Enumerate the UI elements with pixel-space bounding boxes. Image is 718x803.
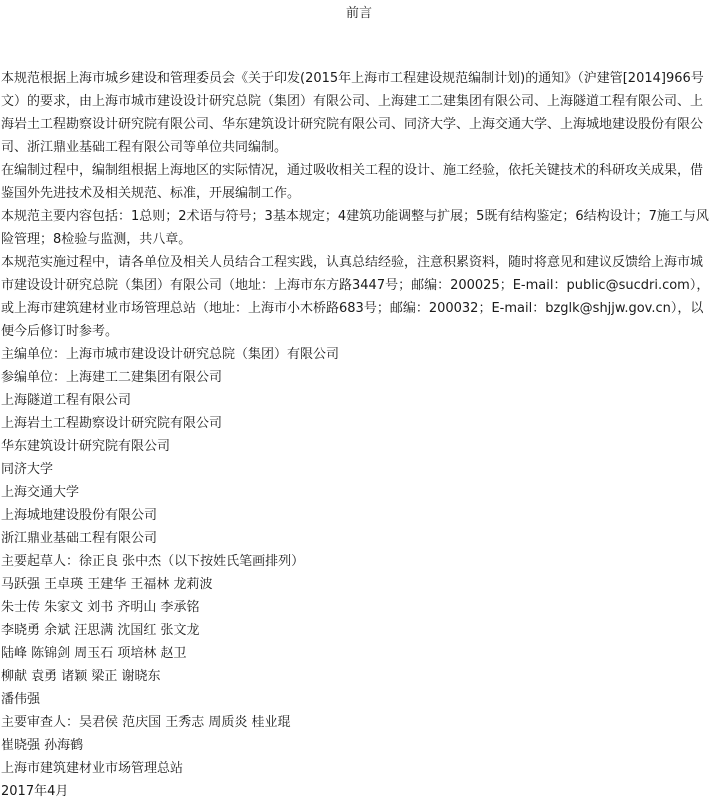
drafter-names: 陆峰 陈锦剑 周玉石 项培林 赵卫	[1, 646, 187, 661]
main-reviewers: 主要审查人：吴君侯 范庆国 王秀志 周质炎 桂业琨	[1, 715, 291, 730]
drafter-names: 柳献 袁勇 诸颖 梁正 谢晓东	[1, 669, 161, 684]
participating-unit: 上海交通大学	[1, 485, 80, 500]
drafter-names: 朱士传 朱家文 刘书 齐明山 李承铭	[1, 600, 200, 615]
reviewer-names: 崔晓强 孙海鹤	[1, 738, 84, 753]
paragraph-basis: 本规范根据上海市城乡建设和管理委员会《关于印发(2015年上海市工程建设规范编制计划)的通知》（沪建管[2014]966号文）的要求，由上海市城市建设设计研究总院（集团）有限公司、上海建工二建集团有限公司、上海隧道工程有限公司、上海岩土工程勘察设计研究院有限公司、华东建筑设计研究院有限公司、同济大学、上海交通大学、上海城地建设股份有限公司、浙江鼎业基础工程有限公司等单位共同编制。	[1, 71, 704, 155]
issuing-organization: 上海市建筑建材业市场管理总站	[1, 761, 184, 776]
paragraph-process: 在编制过程中，编制组根据上海地区的实际情况，通过吸收相关工程的设计、施工经验，依托关键技术的科研攻关成果，借鉴国外先进技术及相关规范、标准，开展编制工作。	[1, 163, 704, 201]
participating-unit: 参编单位：上海建工二建集团有限公司	[1, 370, 223, 385]
participating-unit: 华东建筑设计研究院有限公司	[1, 439, 171, 454]
paragraph-contents: 本规范主要内容包括：1总则；2术语与符号；3基本规定；4建筑功能调整与扩展；5既有结构鉴定；6结构设计；7施工与风险管理；8检验与监测，共八章。	[1, 209, 709, 247]
drafter-names: 李晓勇 余斌 汪思满 沈国红 张文龙	[1, 623, 200, 638]
drafter-names: 马跃强 王卓瑛 王建华 王福林 龙莉波	[1, 577, 213, 592]
main-drafters: 主要起草人：徐正良 张中杰（以下按姓氏笔画排列）	[1, 554, 305, 569]
participating-unit: 上海城地建设股份有限公司	[1, 508, 158, 523]
participating-unit: 浙江鼎业基础工程有限公司	[1, 531, 158, 546]
participating-unit: 同济大学	[1, 462, 54, 477]
paragraph-feedback: 本规范实施过程中，请各单位及相关人员结合工程实践，认真总结经验，注意积累资料，随时将意见和建议反馈给上海市城市建设设计研究总院（集团）有限公司（地址：上海市东方路3447号；邮编：200025；E-mail：public@sucdri.com），或上海市建筑建材业市场管理总站（地址：上海市小木桥路683号；邮编：200032；E-mail：bzglk@shjjw.gov.cn），以便今后修订时参考。	[1, 255, 710, 339]
chief-editor-unit: 主编单位：上海市城市建设设计研究总院（集团）有限公司	[1, 347, 340, 362]
participating-unit: 上海岩土工程勘察设计研究院有限公司	[1, 416, 223, 431]
drafter-names: 潘伟强	[1, 692, 41, 707]
page-title: 前言	[345, 6, 372, 21]
document-body	[1, 67, 715, 803]
issue-date: 2017年4月	[1, 784, 69, 799]
participating-unit: 上海隧道工程有限公司	[1, 393, 132, 408]
